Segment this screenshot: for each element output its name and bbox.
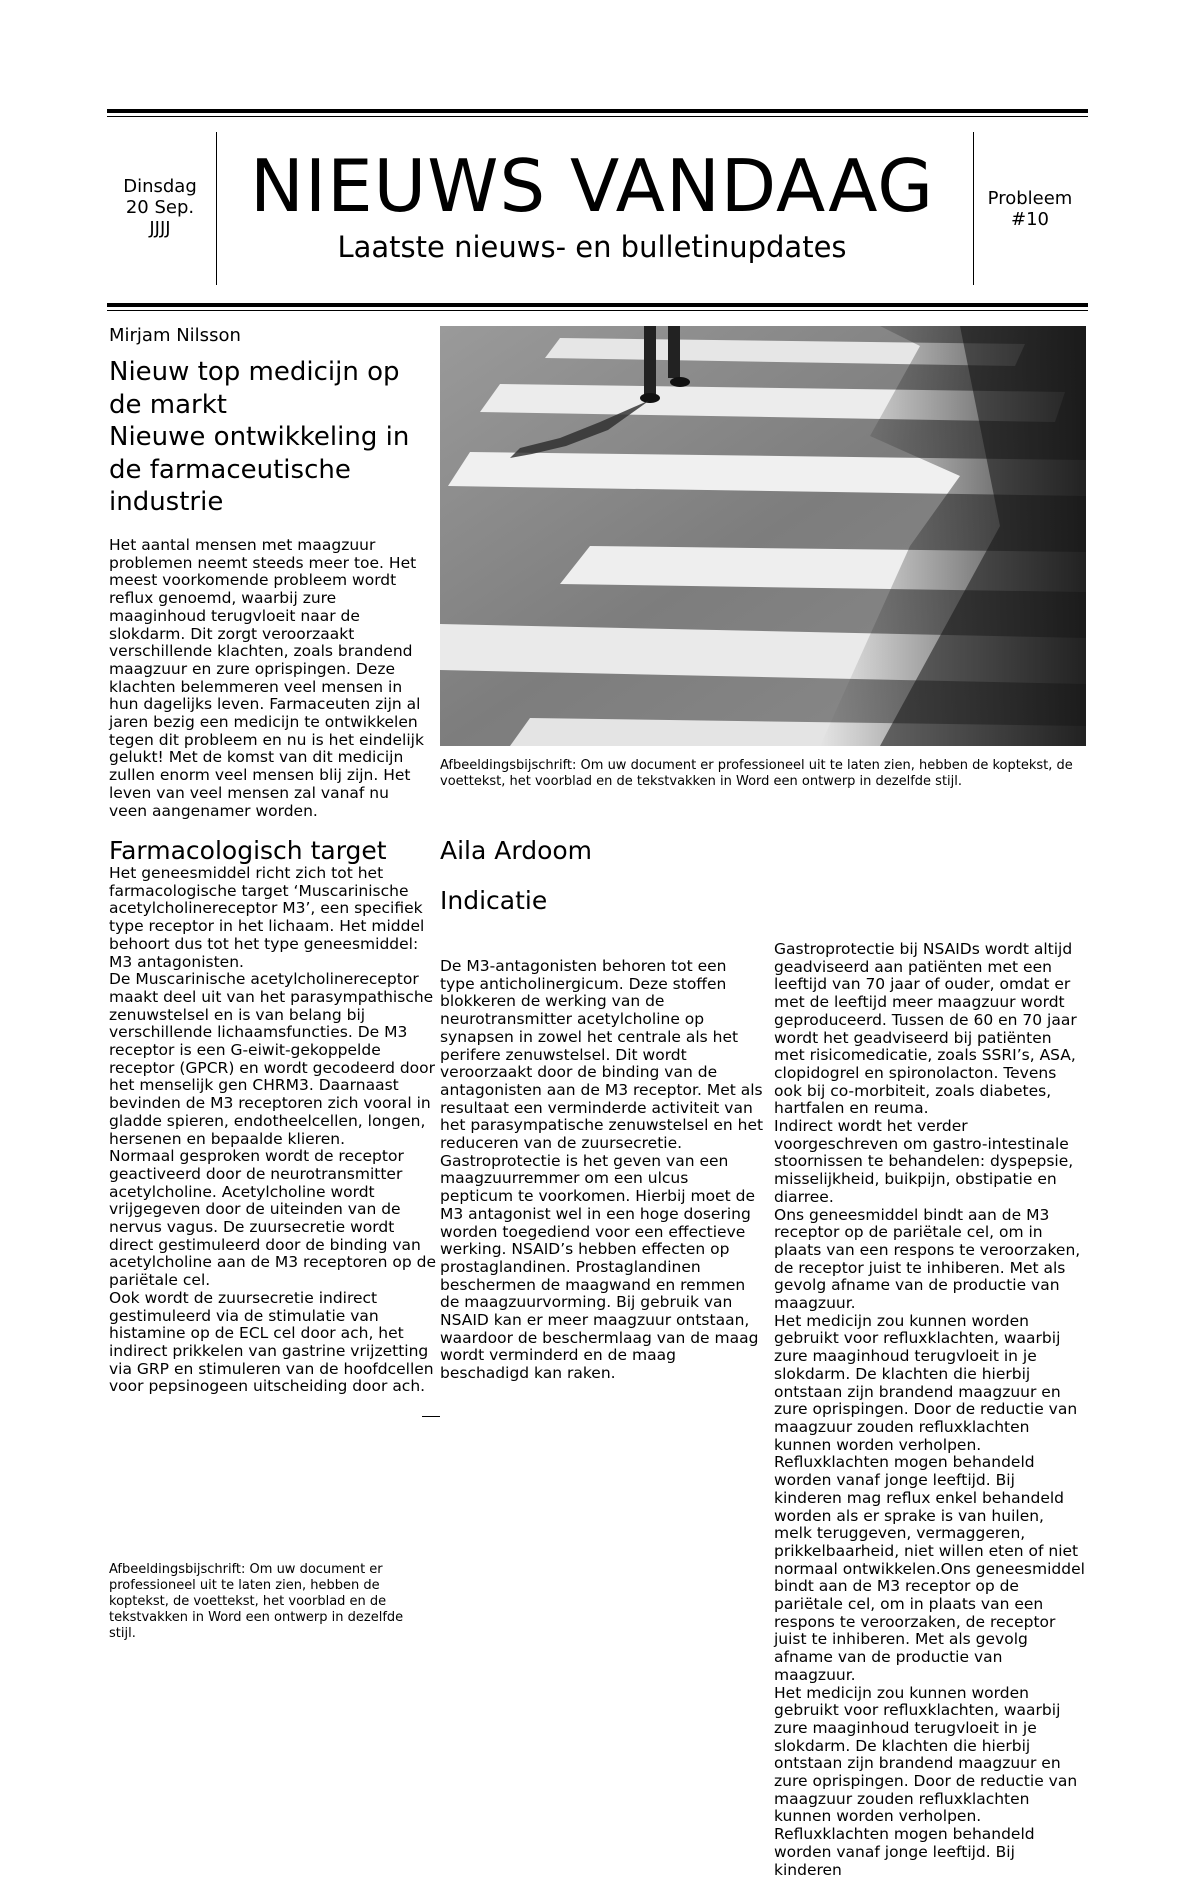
indication-heading: Indicatie xyxy=(440,886,548,915)
indication-body xyxy=(440,958,765,1383)
lead-author: Mirjam Nilsson xyxy=(109,325,241,346)
date-day: Dinsdag xyxy=(123,176,197,197)
indication-paragraph: Gastroprotectie is het geven van een maagzuurremmer om een ulcus pepticum te voorkomen. Hierbij moet de M3 antagonist wel in een hoge dosering worden toegediend voor een effectieve werking. NSAID’s hebben effecten op prostaglandinen. Prostaglandinen beschermen de maagwand en remmen de maagzuurvorming. Bij gebruik van NSAID kan er meer maagzuur ontstaan, waardoor de beschermlaag van de maag wordt verminderd en de maag beschadigd kan raken. xyxy=(440,1151,759,1383)
headline-line1: Nieuw top medicijn op de markt xyxy=(109,357,400,420)
indication-paragraph: De M3-antagonisten behoren tot een type anticholinergicum. Deze stoffen blokkeren de werking van de neurotransmitter acetylcholine op synapsen in zowel het centrale als het perifere zenuwstelsel. Dit wordt veroorzaakt door de binding van de antagonisten aan de M3 receptor. Met als resultaat een verminderde activiteit van het parasympatische zenuwstelsel en het reduceren van de zuursecretie. xyxy=(440,957,764,1153)
masthead-bottom-thin-rule xyxy=(107,310,1088,311)
newspaper-title: NIEUWS VANDAAG xyxy=(249,144,935,228)
column3-body xyxy=(774,941,1086,1879)
lead-headline xyxy=(109,356,439,519)
target-paragraph: Het geneesmiddel richt zich tot het farmacologische target ‘Muscarinische acetylcholinereceptor M3’, een specifiek type receptor in het lichaam. Het middel behoort dus tot het type geneesmiddel: M3 antagonisten. xyxy=(109,864,425,971)
headline-line2: Nieuwe ontwikkeling in de farmaceutische industrie xyxy=(109,422,410,517)
issue-date xyxy=(110,176,210,239)
masthead-top-thin-rule xyxy=(107,116,1088,117)
column3-paragraph: Refluxklachten mogen behandeld worden vanaf jonge leeftijd. Bij kinderen mag reflux enkel behandeld worden als er sprake is van huilen, melk teruggeven, vermaggeren, prikkelbaarheid, niet willen eten of niet normaal ontwikkelen.Ons geneesmiddel bindt aan de M3 receptor op de pariëtale cel, om in plaats van een respons te veroorzaken, de receptor juist te inhiberen. Met als gevolg afname van de productie van maagzuur. xyxy=(774,1453,1085,1684)
masthead-left-divider xyxy=(216,132,217,285)
column3-paragraph: Refluxklachten mogen behandeld worden vanaf jonge leeftijd. Bij kinderen xyxy=(774,1825,1035,1879)
lead-body: Het aantal mensen met maagzuur problemen neemt steeds meer toe. Het meest voorkomende probleem wordt reflux genoemd, waarbij zure maaginhoud terugvloeit naar de slokdarm. Dit zorgt veroorzaakt verschillende klachten, zoals brandend maagzuur en zure oprispingen. Deze klachten belemmeren veel mensen in hun dagelijks leven. Farmaceuten zijn al jaren bezig een medicijn te ontwikkelen tegen dit probleem en nu is het eindelijk gelukt! Met de komst van dit medicijn zullen enorm veel mensen blij zijn. Het leven van veel mensen zal vanaf nu veen aangenamer worden. xyxy=(109,536,424,820)
column3-paragraph: Ons geneesmiddel bindt aan de M3 receptor op de pariëtale cel, om in plaats van een respons te veroorzaken, de receptor juist te inhiberen. Met als gevolg afname van de productie van maagzuur. xyxy=(774,1205,1081,1313)
target-body xyxy=(109,865,439,1396)
column3-paragraph: Gastroprotectie bij NSAIDs wordt altijd geadviseerd aan patiënten met een leeftijd van 70 jaar of ouder, omdat er met de leeftijd meer maagzuur wordt geproduceerd. Tussen de 60 en 70 jaar wordt het geadviseerd bij patiënten met risicomedicatie, zoals SSRI’s, ASA, clopidogrel en spironolacton. Tevens ook bij co-morbiteit, zoals diabetes, hartfalen en reuma. xyxy=(774,940,1077,1118)
target-heading: Farmacologisch target xyxy=(109,836,387,865)
target-paragraph: Ook wordt de zuursecretie indirect gestimuleerd via de stimulatie van histamine op de ECL cel door ach, het indirect prikkelen van gastrine vrijzetting via GRP en stimuleren van de hoofdcellen voor pepsinogeen uitscheiding door ach. xyxy=(109,1288,434,1396)
target-paragraph: Normaal gesproken wordt de receptor geactiveerd door de neurotransmitter acetylcholine. Acetylcholine wordt vrijgegeven door de uiteinden van de nervus vagus. De zuursecretie wordt direct gestimuleerd door de binding van acetylcholine aan de M3 receptoren op de pariëtale cel. xyxy=(109,1147,437,1290)
masthead-bottom-rule xyxy=(107,303,1088,307)
crosswalk-photo xyxy=(440,326,1086,746)
photo-caption: Afbeeldingsbijschrift: Om uw document er professioneel uit te laten zien, hebben de koptekst, de voettekst, het voorblad en de tekstvakken in Word een ontwerp in dezelfde stijl. xyxy=(440,758,1073,789)
column-dash xyxy=(422,1416,440,1417)
target-paragraph: De Muscarinische acetylcholinereceptor maakt deel uit van het parasympathische zenuwstelsel en is van belang bij verschillende lichaamsfuncties. De M3 receptor is een G-eiwit-gekoppelde receptor (GPCR) en wordt gecodeerd door het menselijk gen CHRM3. Daarnaast bevinden de M3 receptoren zich vooral in gladde spieren, endotheelcellen, longen, hersenen en bepaalde klieren. xyxy=(109,970,436,1148)
column3-paragraph: Indirect wordt het verder voorgeschreven om gastro-intestinale stoornissen te behandelen: dyspepsie, misselijkheid, buikpijn, obstipatie en diarree. xyxy=(774,1117,1074,1206)
indication-author: Aila Ardoom xyxy=(440,836,593,865)
issue-label: Probleem xyxy=(987,188,1073,209)
column3-paragraph: Het medicijn zou kunnen worden gebruikt voor refluxklachten, waarbij zure maaginhoud terugvloeit in je slokdarm. De klachten die hierbij ontstaan zijn brandend maagzuur en zure oprispingen. Door de reductie van maagzuur zouden refluxklachten kunnen worden verholpen. xyxy=(774,1311,1078,1454)
masthead-right-divider xyxy=(973,132,974,285)
newspaper-subtitle: Laatste nieuws- en bulletinupdates xyxy=(337,230,847,264)
date-date: 20 Sep. xyxy=(125,197,195,218)
target-caption: Afbeeldingsbijschrift: Om uw document er professioneel uit te laten zien, hebben de koptekst, de voettekst, het voorblad en de tekstvakken in Word een ontwerp in dezelfde stijl. xyxy=(109,1562,404,1641)
masthead-top-rule xyxy=(107,109,1088,113)
issue-number xyxy=(980,188,1080,230)
column3-paragraph: Het medicijn zou kunnen worden gebruikt voor refluxklachten, waarbij zure maaginhoud terugvloeit in je slokdarm. De klachten die hierbij ontstaan zijn brandend maagzuur en zure oprispingen. Door de reductie van maagzuur zouden refluxklachten kunnen worden verholpen. xyxy=(774,1683,1078,1826)
date-year: JJJJ xyxy=(149,218,171,239)
issue-value: #10 xyxy=(1011,209,1049,230)
